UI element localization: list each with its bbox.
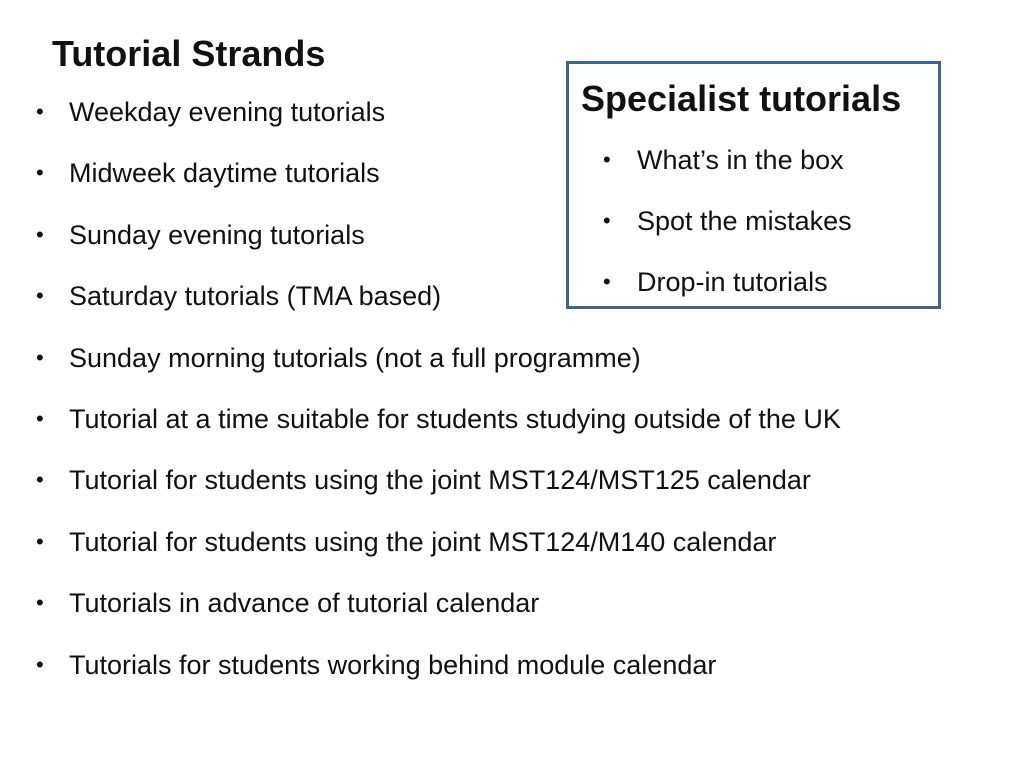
list-item bbox=[36, 397, 841, 458]
strand-label: Tutorial for students using the joint MST124/M140 calendar bbox=[69, 526, 777, 557]
list-item bbox=[36, 520, 841, 581]
bullet-icon: • bbox=[36, 221, 44, 247]
bullet-icon: • bbox=[36, 405, 44, 431]
bullet-icon: • bbox=[603, 147, 611, 172]
bullet-icon: • bbox=[603, 208, 611, 233]
list-item bbox=[603, 139, 852, 200]
strand-label: Tutorials for students working behind module calendar bbox=[69, 649, 717, 680]
strand-label: Saturday tutorials (TMA based) bbox=[69, 281, 442, 312]
strand-label: Tutorial at a time suitable for students studying outside of the UK bbox=[69, 403, 841, 434]
strand-label: Sunday morning tutorials (not a full programme) bbox=[69, 342, 641, 373]
strand-label: Tutorials in advance of tutorial calendar bbox=[69, 588, 540, 619]
bullet-icon: • bbox=[36, 590, 44, 616]
strand-label: Tutorial for students using the joint MST124/MST125 calendar bbox=[69, 465, 811, 496]
specialist-item-label: Spot the mistakes bbox=[637, 206, 852, 236]
list-item bbox=[603, 200, 852, 261]
bullet-icon: • bbox=[36, 651, 44, 677]
bullet-icon: • bbox=[36, 283, 44, 309]
specialist-title: Specialist tutorials bbox=[581, 78, 902, 119]
specialist-item-label: What’s in the box bbox=[637, 145, 844, 175]
strand-label: Sunday evening tutorials bbox=[69, 219, 365, 250]
bullet-icon: • bbox=[36, 99, 44, 124]
specialist-item-label: Drop-in tutorials bbox=[637, 267, 828, 297]
bullet-icon: • bbox=[36, 528, 44, 554]
list-item bbox=[36, 643, 841, 704]
strand-label: Midweek daytime tutorials bbox=[69, 158, 380, 189]
slide-title: Tutorial Strands bbox=[52, 33, 326, 74]
specialist-list bbox=[603, 139, 852, 322]
bullet-icon: • bbox=[36, 467, 44, 493]
specialist-tutorials-box bbox=[566, 61, 941, 309]
list-item bbox=[36, 458, 841, 519]
bullet-icon: • bbox=[36, 344, 44, 370]
list-item bbox=[36, 336, 841, 397]
list-item bbox=[36, 581, 841, 642]
bullet-icon: • bbox=[603, 269, 611, 294]
strand-label: Weekday evening tutorials bbox=[69, 97, 386, 127]
bullet-icon: • bbox=[36, 160, 44, 186]
list-item bbox=[603, 261, 852, 322]
